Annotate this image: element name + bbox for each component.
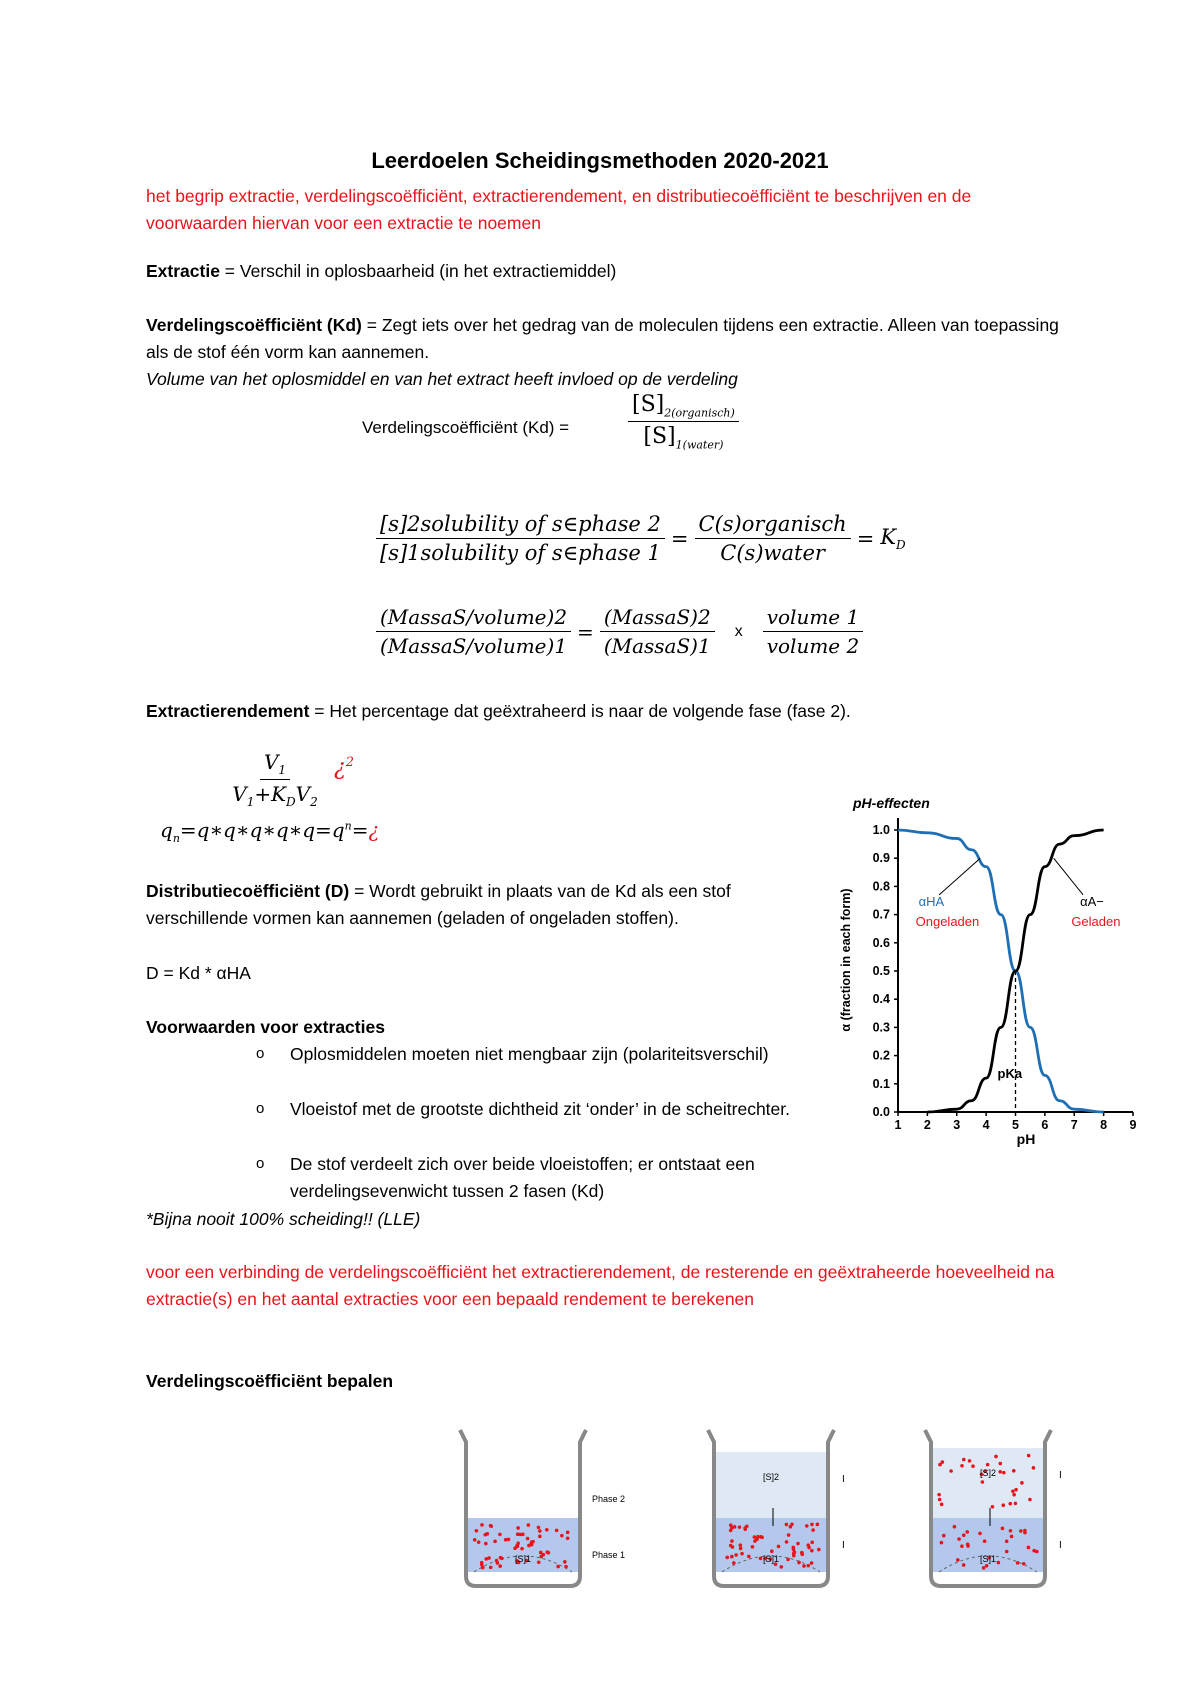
solute-dot: [566, 1531, 570, 1535]
solute-dot: [960, 1544, 964, 1548]
eq1-num: [s]2solubility of s∈phase 2: [376, 512, 665, 539]
eq2-num2: (MassaS)2: [600, 605, 715, 632]
solute-dot: [556, 1565, 560, 1569]
page-title: Leerdoelen Scheidingsmethoden 2020-2021: [371, 148, 829, 173]
solute-dot: [817, 1548, 821, 1552]
ph-chart: [838, 790, 1148, 1150]
solute-dot: [956, 1558, 960, 1562]
voorwaarden-heading: Voorwaarden voor extracties: [146, 1017, 385, 1037]
equation-3: [216, 750, 354, 809]
eq1-den2: C(s)water: [720, 541, 825, 565]
solute-dot: [1028, 1498, 1032, 1502]
solute-dot: [560, 1534, 564, 1538]
distributie-definition: [146, 878, 836, 932]
eq2-times: x: [734, 622, 743, 640]
y-tick-label: 0.6: [872, 935, 890, 950]
eq3-tail-sup: 2: [345, 754, 355, 770]
eq3-den-plus: +K: [254, 782, 287, 806]
eq3-den-v2: V: [295, 782, 311, 806]
eq3-num: V: [263, 750, 279, 774]
eq2-den: (MassaS/volume)1: [380, 634, 568, 658]
s1-label: [S]1: [763, 1554, 780, 1564]
solute-dot: [504, 1538, 508, 1542]
solute-dot: [526, 1537, 530, 1541]
y-tick-label: 0.0: [872, 1105, 890, 1119]
solute-dot: [997, 1561, 1001, 1565]
solute-dot: [537, 1560, 541, 1564]
pointer-ha: [939, 858, 980, 895]
beakers-figure: [450, 1420, 1130, 1600]
solute-dot: [1001, 1527, 1005, 1531]
x-tick-label: 2: [923, 1118, 931, 1132]
solute-dot: [960, 1464, 964, 1468]
beaker-both-phases: [708, 1430, 845, 1586]
beaker-equilibrium: [925, 1430, 1062, 1586]
solute-dot: [792, 1554, 796, 1558]
solute-dot: [982, 1566, 986, 1570]
solute-dot: [1014, 1502, 1018, 1506]
solute-dot: [1012, 1469, 1016, 1473]
solute-dot: [962, 1533, 966, 1537]
solute-dot: [475, 1529, 479, 1533]
solute-dot: [1016, 1561, 1020, 1565]
solute-dot: [806, 1564, 810, 1568]
solute-dot: [780, 1565, 784, 1569]
bullet-1: o: [256, 1045, 265, 1062]
solute-dot: [816, 1523, 820, 1527]
beaker-phase-1: [460, 1430, 625, 1586]
y-tick-label: 1.0: [872, 823, 890, 837]
solute-dot: [743, 1527, 747, 1531]
solute-dot: [1019, 1529, 1023, 1533]
x-tick-label: 4: [982, 1118, 990, 1132]
kd-formula: [628, 392, 739, 452]
kd-den-sub: 1(water): [675, 438, 724, 452]
objective-1: het begrip extractie, verdelingscoëfficiënt, extractierendement, en distributiecoëfficiënt te beschrijven en de voorwaarden hiervan voor een extractie te noemen: [146, 186, 972, 233]
solute-dot: [495, 1559, 499, 1563]
solute-dot: [740, 1552, 744, 1556]
solute-dot: [770, 1549, 774, 1553]
solute-dot: [790, 1522, 794, 1526]
solute-dot: [940, 1503, 944, 1507]
solute-dot: [953, 1525, 957, 1529]
eq4-eq: =: [351, 818, 369, 842]
x-tick-label: 3: [953, 1118, 961, 1132]
series-label-ongeladen: Ongeladen: [915, 913, 980, 929]
series-label-a: αA−: [1080, 894, 1104, 910]
solute-dot: [949, 1469, 953, 1473]
y-tick-label: 0.9: [872, 851, 890, 866]
extractie-text: = Verschil in oplosbaarheid (in het extractiemiddel): [219, 261, 617, 281]
series-label-ha: αHA: [918, 894, 945, 910]
solute-dot: [1020, 1481, 1024, 1485]
voorwaarden-note: *Bijna nooit 100% scheiding!! (LLE): [146, 1209, 421, 1229]
solute-dot: [1009, 1529, 1013, 1533]
mark-bottom: I: [842, 1540, 845, 1551]
solute-dot: [537, 1526, 541, 1530]
solute-dot: [938, 1463, 942, 1467]
x-tick-label: 9: [1129, 1118, 1137, 1132]
solute-dot: [1027, 1546, 1031, 1550]
solute-dot: [991, 1505, 995, 1509]
solute-dot: [1014, 1488, 1018, 1492]
solute-dot: [1010, 1535, 1014, 1539]
solute-dot: [498, 1564, 502, 1568]
rendement-definition: [146, 698, 1076, 725]
solute-dot: [751, 1545, 755, 1549]
solute-dot: [811, 1528, 815, 1532]
solute-dot: [555, 1529, 559, 1533]
solute-dot: [1008, 1502, 1012, 1506]
solute-dot: [473, 1538, 477, 1542]
solute-dot: [985, 1564, 989, 1568]
voorwaarde-item-1: Oplosmiddelen moeten niet mengbaar zijn (polariteitsverschil): [290, 1044, 769, 1064]
solute-dot: [1001, 1503, 1005, 1507]
solute-dot: [1032, 1466, 1036, 1470]
solute-dot: [499, 1556, 503, 1560]
solute-dot: [966, 1543, 970, 1547]
y-tick-label: 0.5: [872, 964, 890, 978]
eq3-den-sub2: D: [286, 795, 296, 809]
solute-dot: [1032, 1549, 1036, 1553]
chart-axes: [873, 818, 1137, 1132]
x-tick-label: 6: [1041, 1118, 1049, 1132]
eq4-lhs-sub: n: [172, 832, 180, 845]
mark-top: I: [1059, 1470, 1062, 1481]
eq2-num: (MassaS/volume)2: [376, 605, 571, 632]
solute-dot: [734, 1553, 738, 1557]
solute-dot: [791, 1546, 795, 1550]
solute-dot: [796, 1542, 800, 1546]
solute-dot: [1002, 1471, 1006, 1475]
solute-dot: [725, 1556, 729, 1560]
eq3-den-sub3: 2: [310, 795, 318, 809]
solute-dot: [733, 1525, 737, 1529]
distributie-term: Distributiecoëfficiënt (D): [146, 881, 350, 901]
solute-dot: [998, 1462, 1002, 1466]
solute-dot: [484, 1557, 488, 1561]
eq2-den3: volume 2: [766, 634, 860, 658]
solute-dot: [730, 1555, 734, 1559]
eq3-den: V: [232, 782, 247, 806]
eq1-result: K: [880, 524, 897, 549]
solute-dot: [732, 1561, 736, 1565]
solute-dot: [730, 1539, 734, 1543]
bullet-2: o: [256, 1100, 265, 1117]
phase-2-label: Phase 2: [592, 1494, 626, 1504]
d-formula: D = Kd * αHA: [146, 963, 251, 983]
eq2-den2: (MassaS)1: [603, 634, 711, 658]
solute-dot: [564, 1565, 568, 1569]
solute-dot: [738, 1525, 742, 1529]
solute-dot: [756, 1535, 760, 1539]
solute-dot: [938, 1498, 942, 1502]
solute-dot: [747, 1555, 751, 1559]
eq4-mid: =q∗q∗q∗q∗q=q: [179, 818, 345, 842]
voorwaarde-item-2: Vloeistof met de grootste dichtheid zit ‘onder’ in de scheitrechter.: [290, 1099, 790, 1119]
rendement-term: Extractierendement: [146, 701, 310, 721]
solute-dot: [942, 1534, 946, 1538]
eq1-result-sub: D: [896, 538, 906, 553]
pka-label: pKa: [997, 1066, 1023, 1082]
chart-ylabel: α (fraction in each form): [839, 888, 853, 1032]
solute-dot: [785, 1523, 789, 1527]
series-label-geladen: Geladen: [1071, 913, 1121, 929]
equation-2: $\frac{\text{(MassaS/volume)2}}{\text{(MassaS/volume)1}}$ = $\frac{\text{(MassaS)2}}{\text{(MassaS)1}}$ x $\frac{\text{volume 1}}{\text{volume 2}}$: [376, 605, 863, 658]
eq4-tail: ¿: [368, 818, 380, 842]
top-phase: [714, 1452, 828, 1518]
kd-note: Volume van het oplosmiddel en van het extract heeft invloed op de verdeling: [146, 369, 738, 389]
solute-dot: [484, 1542, 488, 1546]
y-tick-label: 0.1: [872, 1076, 890, 1091]
solute-dot: [516, 1542, 520, 1546]
distributie-text: = Wordt gebruikt in plaats van de Kd als een stof verschillende vormen kan aannemen (geladen of ongeladen stoffen).: [146, 881, 731, 928]
solute-dot: [527, 1523, 531, 1527]
solute-dot: [520, 1547, 524, 1551]
solute-dot: [731, 1545, 735, 1549]
solute-dot: [810, 1523, 814, 1527]
chart-title: pH-effecten: [853, 795, 930, 811]
solute-dot: [937, 1493, 941, 1497]
solute-dot: [940, 1541, 944, 1545]
solute-dot: [962, 1458, 966, 1462]
solute-dot: [541, 1553, 545, 1557]
solute-dot: [957, 1537, 961, 1541]
bullet-3: o: [256, 1155, 265, 1172]
voorwaarde-item-3: De stof verdeelt zich over beide vloeistoffen; er ontstaat een verdelingsevenwicht tussen 2 fasen (Kd): [290, 1154, 755, 1201]
solute-dot: [1005, 1539, 1009, 1543]
solute-dot: [498, 1533, 502, 1537]
kd-formula-label: Verdelingscoëfficiënt (Kd) =: [362, 418, 570, 437]
kd-text: = Zegt iets over het gedrag van de moleculen tijdens een extractie. Alleen van toepassing als de stof één vorm kan aannemen.: [146, 315, 1059, 362]
eq4-lhs: q: [160, 818, 173, 842]
solute-dot: [566, 1536, 570, 1540]
extractie-definition: [146, 258, 1076, 285]
y-tick-label: 0.7: [872, 907, 890, 922]
kd-definition: [146, 312, 1076, 366]
solute-dot: [968, 1459, 972, 1463]
solute-dot: [978, 1532, 982, 1536]
x-tick-label: 7: [1070, 1118, 1078, 1132]
solute-dot: [785, 1540, 789, 1544]
top-phase: [931, 1448, 1045, 1518]
solute-dot: [1022, 1562, 1026, 1566]
solute-dot: [797, 1561, 801, 1565]
solute-dot: [530, 1543, 534, 1547]
equation-1: $\frac{\text{[s]2solubility of s∈phase 2}}{\text{[s]1solubility of s∈phase 1}}$ = $\frac{\text{C(s)organisch}}{\text{C(s)water}}$ = $K_D$: [376, 512, 906, 565]
solute-dot: [786, 1558, 790, 1562]
solute-dot: [518, 1533, 522, 1537]
solute-dot: [810, 1549, 814, 1553]
solute-dot: [1012, 1493, 1016, 1497]
eq3-tail: ¿: [334, 755, 346, 781]
y-tick-label: 0.3: [872, 1020, 890, 1035]
solute-dot: [965, 1530, 969, 1534]
solute-dot: [493, 1540, 497, 1544]
solute-dot: [480, 1523, 484, 1527]
solute-dot: [787, 1533, 791, 1537]
y-tick-label: 0.8: [872, 879, 890, 894]
s1-label: [S]1: [980, 1554, 997, 1564]
pointer-a: [1054, 858, 1083, 895]
eq3-num-sub: 1: [278, 763, 287, 777]
solute-dot: [545, 1528, 549, 1532]
kd-num-sub: 2(organisch): [664, 406, 735, 420]
solute-dot: [971, 1464, 975, 1468]
solute-dot: [545, 1550, 549, 1554]
solute-dot: [739, 1547, 743, 1551]
kd-term: Verdelingscoëfficiënt (Kd): [146, 315, 362, 335]
s1-label: [S]1: [515, 1554, 532, 1564]
solute-dot: [1011, 1489, 1015, 1493]
solute-dot: [759, 1557, 763, 1561]
solute-dot: [486, 1532, 490, 1536]
solute-dot: [800, 1551, 804, 1555]
eq4-sup: n: [344, 819, 352, 833]
solute-dot: [481, 1566, 485, 1570]
solute-dot: [477, 1540, 481, 1544]
x-tick-label: 1: [894, 1118, 902, 1132]
y-tick-label: 0.4: [872, 992, 890, 1007]
mark-top: I: [842, 1474, 845, 1485]
solute-dot: [1005, 1550, 1009, 1554]
phase-1-label: Phase 1: [592, 1550, 626, 1560]
y-tick-label: 0.2: [872, 1048, 890, 1063]
solute-dot: [777, 1545, 781, 1549]
x-tick-label: 8: [1100, 1118, 1108, 1132]
solute-dot: [806, 1543, 810, 1547]
solute-dot: [489, 1524, 493, 1528]
s2-label: [S]2: [980, 1468, 997, 1478]
solute-dot: [981, 1480, 985, 1484]
x-tick-label: 5: [1012, 1118, 1019, 1132]
chart-xlabel: pH: [1016, 1131, 1036, 1147]
solute-dot: [729, 1523, 733, 1527]
solute-dot: [1027, 1454, 1031, 1458]
eq1-den: [s]1solubility of s∈phase 1: [380, 541, 661, 565]
solute-dot: [810, 1561, 814, 1565]
solute-dot: [489, 1566, 493, 1570]
eq1-num2: C(s)organisch: [695, 512, 851, 539]
rendement-text: = Het percentage dat geëxtraheerd is naar de volgende fase (fase 2).: [309, 701, 851, 721]
s2-label: [S]2: [763, 1472, 780, 1482]
kd-num: [S]: [632, 392, 665, 417]
solute-dot: [1023, 1531, 1027, 1535]
eq3-den-sub1: 1: [246, 795, 255, 809]
solute-dot: [516, 1526, 520, 1530]
solute-dot: [986, 1463, 990, 1467]
solute-dot: [983, 1539, 987, 1543]
solute-dot: [962, 1563, 966, 1567]
solute-dot: [739, 1543, 743, 1547]
solute-dot: [994, 1455, 998, 1459]
mark-bottom: I: [1059, 1540, 1062, 1551]
eq2-num3: volume 1: [763, 605, 864, 632]
equation-4: [160, 818, 379, 845]
bepalen-heading: Verdelingscoëfficiënt bepalen: [146, 1371, 394, 1391]
solute-dot: [563, 1560, 567, 1564]
solute-dot: [805, 1524, 809, 1528]
objective-2: voor een verbinding de verdelingscoëfficiënt het extractierendement, de resterende en geëxtraheerde hoeveelheid na extractie(s) en het aantal extracties voor een bepaald rendement te berekenen: [146, 1262, 1055, 1309]
solute-dot: [538, 1529, 542, 1533]
solute-dot: [538, 1535, 542, 1539]
solute-dot: [810, 1541, 814, 1545]
solute-dot: [998, 1470, 1002, 1474]
extractie-term: Extractie: [146, 261, 220, 281]
solute-dot: [802, 1564, 806, 1568]
kd-den: [S]: [643, 424, 676, 450]
